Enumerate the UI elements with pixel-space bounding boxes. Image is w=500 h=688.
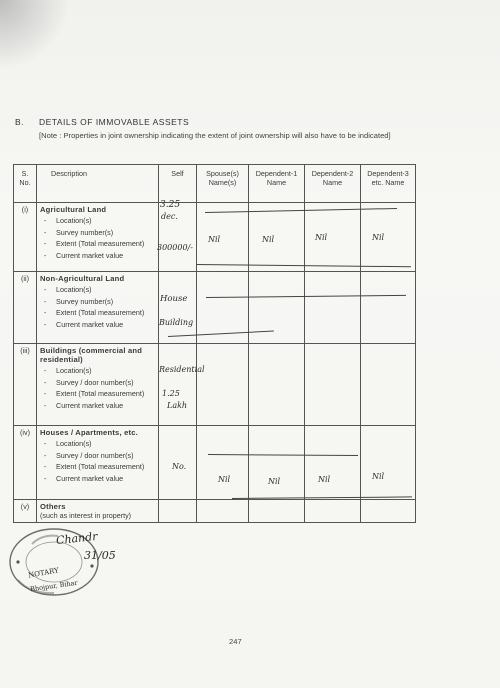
row-description [37,344,159,426]
sub-item: - Current market value [40,401,155,410]
cell-dependent-2 [305,500,361,523]
sub-item: - Current market value [40,251,155,260]
handwritten-self-type: Residential [159,365,205,374]
cell-dependent-1 [249,344,305,426]
sub-item: - Extent (Total measurement) [40,308,155,317]
sub-item: - Location(s) [40,285,155,294]
row-note: (such as interest in property) [40,511,132,520]
handwritten-self-unit: dec. [161,212,178,221]
row-description [37,500,159,523]
sub-item: - Current market value [40,320,155,329]
handwritten-self-amount: 1.25 [162,389,180,398]
handwritten-self-extent: 3.25 [160,200,181,210]
handwritten-dependent-3: Nil [372,472,385,481]
sub-item: - Location(s) [40,216,155,225]
row-category: Agricultural Land [40,205,107,214]
handwritten-dependent-2: Nil [318,475,331,484]
immovable-assets-table [13,164,416,523]
sub-item: - Extent (Total measurement) [40,389,155,398]
sub-item: - Location(s) [40,366,155,375]
scan-shadow [0,0,70,70]
row-category: Buildings (commercial and residential) [40,346,143,364]
notary-label: NOTARY [27,566,60,580]
header-sno: S. No. [14,165,37,203]
sub-item: - Location(s) [40,439,155,448]
row-sno: (iv) [14,426,37,500]
cell-dependent-3 [361,344,416,426]
cell-dependent-3 [361,426,416,500]
handwritten-spouse: Nil [218,475,231,484]
handwritten-self-no: No. [172,462,187,471]
sub-item: - Extent (Total measurement) [40,239,155,248]
handwritten-self-building: Building [159,318,194,327]
cell-dependent-1 [249,500,305,523]
header-dependent-1: Dependent-1 Name [249,165,305,203]
header-self: Self [159,165,197,203]
row-sno: (i) [14,203,37,272]
row-category: Non-Agricultural Land [40,274,125,283]
cell-dependent-2 [305,426,361,500]
notary-signature: Chandr [55,529,99,548]
page-number: 247 [229,637,242,646]
sub-item: - Survey number(s) [40,297,155,306]
cell-spouse [197,426,249,500]
cell-dependent-1 [249,203,305,272]
sub-item: - Current market value [40,474,155,483]
row-category: Others [40,502,66,511]
section-note: [Note : Properties in joint ownership indicating the extent of joint ownership will also have to be indicated] [39,131,391,140]
cell-dependent-3 [361,500,416,523]
cell-dependent-2 [305,203,361,272]
handwritten-dependent-1: Nil [268,477,281,486]
cell-dependent-1 [249,426,305,500]
sub-item: - Extent (Total measurement) [40,462,155,471]
cell-self [159,272,197,344]
cell-spouse [197,500,249,523]
handwritten-self-house: House [160,294,188,304]
row-sno: (ii) [14,272,37,344]
table-row [14,344,416,426]
header-dependent-2: Dependent-2 Name [305,165,361,203]
header-spouse: Spouse(s) Name(s) [197,165,249,203]
cell-dependent-1 [249,272,305,344]
handwritten-self-lakh: Lakh [167,401,188,410]
handwritten-dependent-3: Nil [372,233,385,242]
cell-dependent-3 [361,272,416,344]
sub-item: - Survey / door number(s) [40,451,155,460]
cell-spouse [197,344,249,426]
header-description: Description [37,165,159,203]
handwritten-dependent-1: Nil [262,235,275,244]
table-row [14,426,416,500]
row-category: Houses / Apartments, etc. [40,428,138,437]
cell-dependent-2 [305,344,361,426]
row-description [37,272,159,344]
row-description [37,203,159,272]
notary-date: 31/05 [84,549,116,562]
sub-item: - Survey number(s) [40,228,155,237]
row-description [37,426,159,500]
cell-dependent-3 [361,203,416,272]
cell-self [159,344,197,426]
cell-self [159,500,197,523]
section-title: DETAILS OF IMMOVABLE ASSETS [39,117,190,127]
cell-dependent-2 [305,272,361,344]
sub-item: - Survey / door number(s) [40,378,155,387]
handwritten-self-value: 300000/- [157,243,193,252]
handwritten-dependent-2: Nil [315,233,328,242]
row-sno: (iii) [14,344,37,426]
row-sno: (v) [14,500,37,523]
table-row [14,500,416,523]
table-header-row [14,165,416,203]
header-dependent-3: Dependent-3 etc. Name [361,165,416,203]
handwritten-spouse: Nil [208,235,221,244]
section-number: B. [15,117,25,127]
notary-place: Bhojpur, Bihar [29,578,79,594]
